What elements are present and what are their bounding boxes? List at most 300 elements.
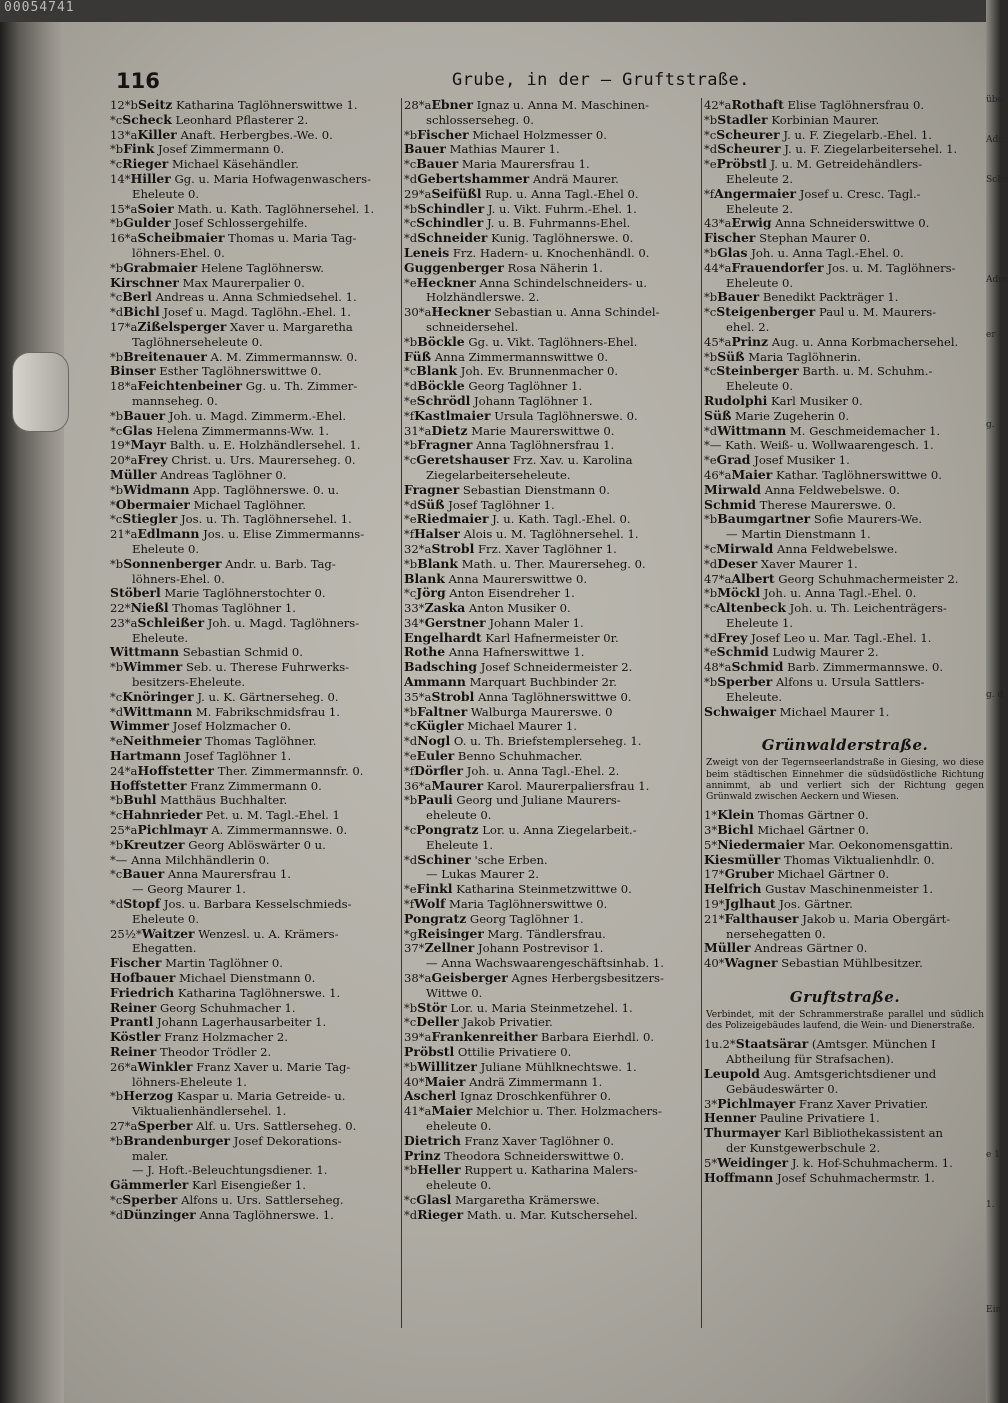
directory-entry	[404, 98, 700, 113]
directory-entry	[404, 793, 700, 808]
resident-details: Eheleute.	[726, 689, 783, 704]
resident-surname: Seifüßl	[431, 185, 482, 201]
section-gruenwald	[704, 733, 986, 971]
directory-entry	[704, 172, 986, 187]
resident-surname: Gerstner	[424, 614, 486, 630]
resident-surname: Willitzer	[417, 1058, 477, 1074]
directory-entry	[110, 1015, 397, 1030]
resident-details: Ursula Taglöhnerswe. 0.	[490, 408, 638, 423]
house-number: 5*	[704, 1155, 718, 1170]
resident-surname: Hiller	[130, 170, 171, 186]
directory-entry	[110, 912, 397, 927]
directory-entry	[110, 1075, 397, 1090]
house-number: *b	[404, 334, 418, 349]
house-number: *c	[404, 216, 417, 231]
resident-details: nersehegatten 0.	[726, 926, 826, 941]
resident-surname: Süß	[417, 496, 445, 512]
directory-entry	[404, 542, 700, 557]
directory-entry	[110, 468, 397, 483]
resident-details: Ehegatten.	[132, 941, 197, 956]
directory-entry	[110, 705, 397, 720]
resident-surname: Altenbeck	[716, 600, 786, 616]
directory-entry	[704, 1111, 986, 1126]
directory-entry	[404, 1104, 700, 1119]
resident-surname: Dörfler	[414, 762, 464, 778]
resident-details: Juliane Mühlknechtswe. 1.	[476, 1059, 637, 1074]
resident-details: Math. u. Kath. Taglöhnersehel. 1.	[173, 201, 375, 216]
directory-entry	[404, 1163, 700, 1178]
resident-details: Seb. u. Therese Fuhrwerks-	[182, 660, 350, 675]
directory-entry	[404, 394, 700, 409]
directory-entry	[404, 631, 700, 646]
house-number: *e	[404, 882, 417, 897]
resident-surname: Bichl	[123, 304, 160, 320]
resident-surname: Deller	[416, 1014, 459, 1030]
directory-entry	[704, 882, 986, 897]
house-number: 23*a	[110, 615, 138, 630]
resident-surname: Berl	[122, 289, 152, 305]
scan-top-strip	[0, 0, 1000, 22]
directory-entry	[404, 350, 700, 365]
directory-entry	[404, 557, 700, 572]
house-number: *c	[404, 157, 417, 172]
house-number: 43*a	[704, 216, 732, 231]
directory-entry	[404, 823, 700, 838]
house-number: *b	[404, 704, 418, 719]
gruft-entries	[704, 1037, 986, 1185]
resident-surname: Schindler	[417, 200, 485, 216]
directory-entry	[110, 941, 397, 956]
directory-entry	[704, 216, 986, 231]
directory-entry	[704, 142, 986, 157]
resident-surname: Fischer	[417, 126, 469, 142]
resident-surname: Schleißer	[137, 614, 205, 630]
resident-details: Franz Zimmermann 0.	[186, 778, 322, 793]
resident-surname: Rieger	[122, 156, 169, 172]
directory-entry	[704, 897, 986, 912]
resident-surname: Reiner	[110, 999, 157, 1015]
directory-entry	[404, 838, 700, 853]
directory-entry	[404, 290, 700, 305]
house-number: 40*	[404, 1074, 425, 1089]
resident-surname: Hartmann	[110, 748, 182, 764]
resident-details: Anna Taglöhnerswittwe 0.	[474, 689, 632, 704]
resident-details: Rup. u. Anna Tagl.-Ehel 0.	[481, 186, 639, 201]
resident-details: Franz Xaver Taglöhner 0.	[460, 1133, 615, 1148]
house-number: *b	[404, 201, 418, 216]
directory-entry	[110, 823, 397, 838]
resident-surname: Wimmer	[123, 659, 183, 675]
resident-details: Pet. u. M. Tagl.-Ehel. 1	[202, 808, 340, 823]
resident-details: Alois u. M. Taglöhnersehel. 1.	[459, 527, 639, 542]
directory-entry	[404, 379, 700, 394]
resident-surname: Steinberger	[716, 363, 799, 379]
resident-surname: Kiesmüller	[704, 851, 781, 867]
directory-entry	[704, 912, 986, 927]
directory-entry	[110, 335, 397, 350]
resident-details: Helena Zimmermanns-Ww. 1.	[152, 423, 330, 438]
resident-surname: Schiner	[417, 851, 471, 867]
resident-details: Sebastian Schmid 0.	[179, 645, 303, 660]
directory-entry	[110, 897, 397, 912]
margin-fragment: 1.	[986, 1200, 995, 1210]
directory-entry	[110, 971, 397, 986]
directory-entry	[404, 276, 700, 291]
resident-details: Gg. u. Maria Hofwagenwaschers-	[170, 171, 372, 186]
resident-details: ehel. 2.	[726, 319, 770, 334]
resident-details: Gg. u. Vikt. Taglöhners-Ehel.	[464, 334, 638, 349]
resident-surname: Ebner	[431, 97, 473, 112]
house-number: *c	[704, 364, 717, 379]
house-number: *e	[404, 749, 417, 764]
directory-entry	[404, 113, 700, 128]
house-number: *d	[404, 734, 418, 749]
house-number: *d	[704, 142, 718, 157]
resident-surname: Buhl	[123, 792, 157, 808]
house-number: *c	[704, 601, 717, 616]
directory-entry	[404, 1089, 700, 1104]
directory-entry	[110, 276, 397, 291]
resident-details: Anna Feldwebelswe. 0.	[761, 482, 900, 497]
resident-surname: Schmid	[731, 659, 784, 675]
directory-entry	[404, 1075, 700, 1090]
resident-details: Maria Maurersfrau 1.	[458, 157, 590, 172]
house-number: *b	[704, 112, 718, 127]
resident-details: Josef Holzmacher 0.	[169, 719, 292, 734]
resident-details: Katharina Steinmetzwittwe 0.	[452, 882, 632, 897]
house-number: 33*	[404, 601, 425, 616]
directory-entry	[404, 527, 700, 542]
house-number: 3*	[704, 1096, 718, 1111]
house-number: *g	[404, 926, 418, 941]
house-number: *c	[110, 689, 123, 704]
house-number: 44*a	[704, 260, 732, 275]
directory-entry	[110, 1178, 397, 1193]
house-number: *d	[404, 231, 418, 246]
directory-entry	[110, 557, 397, 572]
resident-details: Stephan Maurer 0.	[755, 231, 871, 246]
resident-surname: Faltner	[417, 703, 468, 719]
directory-entry	[110, 379, 397, 394]
house-number: *b	[110, 837, 124, 852]
directory-entry	[110, 512, 397, 527]
resident-surname: Geisberger	[431, 970, 508, 986]
house-number: *b	[704, 586, 718, 601]
resident-details: Josef Schuhmachermstr. 1.	[773, 1170, 935, 1185]
margin-fragment: g.	[986, 420, 995, 430]
resident-details: Eheleute 0.	[726, 379, 794, 394]
resident-surname: Scheurer	[716, 126, 780, 142]
resident-details: — Kath. Weiß- u. Wollwaarengesch. 1.	[709, 438, 934, 453]
resident-surname: Neithmeier	[122, 733, 202, 749]
column-3	[704, 98, 986, 1185]
resident-details: Sofie Maurers-We.	[810, 512, 923, 527]
directory-entry	[404, 912, 700, 927]
resident-surname: Pauli	[417, 792, 453, 808]
house-number: *e	[704, 157, 717, 172]
resident-surname: Strobl	[431, 688, 475, 704]
resident-surname: Herzog	[123, 1088, 174, 1104]
directory-entry	[404, 941, 700, 956]
right-edge-shadow	[986, 0, 1000, 1403]
house-number: *c	[110, 512, 123, 527]
directory-entry	[704, 335, 986, 350]
directory-entry	[110, 927, 397, 942]
resident-surname: Hoffstetter	[137, 762, 215, 778]
directory-entry	[704, 498, 986, 513]
resident-details: Ludwig Maurer 2.	[768, 645, 879, 660]
directory-entry	[110, 542, 397, 557]
directory-entry	[404, 675, 700, 690]
directory-entry	[404, 1015, 700, 1030]
resident-details: Jakob Privatier.	[458, 1015, 553, 1030]
resident-surname: Kastlmaier	[414, 407, 491, 423]
resident-details: Theodora Schneiderswittwe 0.	[440, 1148, 625, 1163]
resident-surname: Deser	[717, 555, 758, 571]
directory-entry	[404, 1134, 700, 1149]
resident-details: — Lukas Maurer 2.	[426, 867, 539, 882]
directory-entry	[404, 1149, 700, 1164]
directory-entry	[404, 1030, 700, 1045]
house-number: 24*a	[110, 763, 138, 778]
resident-surname: Sperber	[122, 1191, 178, 1207]
directory-entry	[404, 572, 700, 587]
house-number: *c	[110, 112, 123, 127]
house-number: *d	[704, 423, 718, 438]
house-number: *b	[110, 408, 124, 423]
resident-details: Walburga Maurerswe. 0	[467, 704, 613, 719]
resident-surname: Wolf	[414, 896, 446, 912]
resident-details: Balth. u. E. Holzhändlersehel. 1.	[166, 438, 361, 453]
house-number: 21*	[704, 911, 725, 926]
resident-details: Kaspar u. Maria Getreide- u.	[173, 1089, 346, 1104]
directory-entry	[110, 1163, 397, 1178]
resident-surname: Scheck	[122, 111, 172, 127]
resident-details: J. u. F. Ziegelarb.-Ehel. 1.	[779, 127, 932, 142]
directory-entry	[404, 335, 700, 350]
directory-entry	[110, 779, 397, 794]
resident-details: Paul u. M. Maurers-	[815, 305, 937, 320]
directory-entry	[404, 409, 700, 424]
house-number: 36*a	[404, 778, 432, 793]
directory-entry	[704, 231, 986, 246]
directory-entry	[404, 320, 700, 335]
house-number: *e	[704, 453, 717, 468]
resident-details: Georg Ablöswärter 0 u.	[184, 837, 326, 852]
directory-entry	[110, 808, 397, 823]
resident-details: Johann Taglöhner 1.	[470, 393, 593, 408]
house-number: 18*a	[110, 379, 138, 394]
house-number: 16*a	[110, 231, 138, 246]
resident-details: Josef Leo u. Mar. Tagl.-Ehel. 1.	[747, 630, 932, 645]
house-number: *f	[404, 527, 415, 542]
house-number: *c	[110, 808, 123, 823]
column-1	[110, 98, 397, 1223]
resident-details: Franz Xaver u. Marie Tag-	[192, 1059, 351, 1074]
directory-entry	[404, 601, 700, 616]
house-number: *b	[110, 216, 124, 231]
section-title-gruenwald: Grünwalderstraße.	[761, 736, 929, 755]
resident-surname: Schneider	[417, 230, 488, 246]
resident-details: Eheleute 2.	[726, 201, 794, 216]
directory-entry	[110, 202, 397, 217]
resident-details: Katharina Taglöhnerswe. 1.	[174, 985, 341, 1000]
resident-details: Xaver Maurer 1.	[757, 556, 858, 571]
directory-entry	[704, 586, 986, 601]
directory-entry	[704, 527, 986, 542]
resident-surname: Maier	[424, 1073, 466, 1089]
house-number: *c	[404, 1015, 417, 1030]
directory-entry	[110, 364, 397, 379]
directory-entry	[404, 231, 700, 246]
resident-details: Helene Taglöhnersw.	[197, 260, 324, 275]
resident-surname: Pröbstl	[404, 1044, 455, 1059]
resident-details: Georg Taglöhner 1.	[466, 911, 584, 926]
resident-details: schlosserseheg. 0.	[426, 112, 534, 127]
directory-entry	[404, 1178, 700, 1193]
directory-entry	[704, 705, 986, 720]
directory-entry	[404, 690, 700, 705]
directory-entry	[110, 483, 397, 498]
resident-details: O. u. Th. Briefstemplerseheg. 1.	[450, 734, 642, 749]
resident-details: Josef Taglöhner 1.	[444, 497, 555, 512]
resident-details: Josef Schneidermeister 2.	[477, 660, 633, 675]
house-number: 5*	[704, 837, 718, 852]
resident-details: Georg Taglöhner 1.	[464, 379, 583, 394]
resident-surname: Steigenberger	[716, 304, 816, 320]
resident-surname: Bauer	[416, 156, 459, 172]
house-number: *c	[404, 453, 417, 468]
resident-surname: Mayr	[130, 437, 167, 453]
resident-surname: Widmann	[123, 481, 190, 497]
house-number: 32*a	[404, 541, 432, 556]
directory-entry	[704, 98, 986, 113]
resident-surname: Blank	[417, 555, 459, 571]
resident-surname: Fragner	[417, 437, 473, 453]
directory-entry	[110, 128, 397, 143]
resident-details: Anna Hafnerswittwe 1.	[445, 645, 585, 660]
resident-details: Michael Taglöhner.	[189, 497, 306, 512]
resident-details: Andreas u. Anna Schmiedsehel. 1.	[151, 290, 357, 305]
house-number: *b	[704, 349, 718, 364]
resident-details: Alfons u. Ursula Sattlers-	[772, 675, 925, 690]
resident-details: Joh. u. Magd. Zimmerm.-Ehel.	[165, 408, 347, 423]
resident-details: Kunig. Taglöhnerswe. 0.	[487, 231, 634, 246]
resident-details: Eheleute 1.	[726, 615, 794, 630]
directory-entry	[404, 453, 700, 468]
house-number: *d	[404, 497, 418, 512]
resident-details: schneidersehel.	[426, 319, 519, 334]
house-number: *c	[110, 290, 123, 305]
resident-surname: Ascherl	[404, 1088, 457, 1104]
resident-details: Johann Maler 1.	[485, 615, 584, 630]
directory-entry	[110, 1060, 397, 1075]
resident-details: Sebastian Mühlbesitzer.	[777, 956, 923, 971]
resident-details: Christ. u. Urs. Maurerseheg. 0.	[167, 453, 356, 468]
column-2	[404, 98, 700, 1223]
resident-surname: Kreutzer	[123, 836, 185, 852]
resident-surname: Maier	[731, 466, 773, 482]
resident-details: Jos. u. Elise Zimmermanns-	[199, 527, 365, 542]
resident-details: Eheleute 0.	[726, 275, 794, 290]
resident-details: — Martin Dienstmann 1.	[726, 527, 871, 542]
resident-surname: Kirschner	[110, 274, 179, 290]
directory-entry	[110, 527, 397, 542]
directory-entry	[404, 498, 700, 513]
resident-details: Jos. u. Th. Taglöhnersehel. 1.	[177, 512, 352, 527]
house-number: 15*a	[110, 201, 138, 216]
house-number: *b	[110, 349, 124, 364]
house-number: *c	[404, 719, 417, 734]
resident-surname: Pongratz	[404, 910, 467, 926]
directory-entry	[704, 379, 986, 394]
resident-surname: Heller	[417, 1162, 461, 1178]
resident-details: Barb. Zimmermannswe. 0.	[783, 660, 944, 675]
resident-details: Gebäudeswärter 0.	[726, 1081, 839, 1096]
resident-surname: Süß	[717, 348, 745, 364]
directory-entry	[110, 645, 397, 660]
resident-details: Sebastian u. Anna Schindel-	[490, 305, 660, 320]
resident-surname: Rudolphi	[704, 392, 768, 408]
resident-details: maler.	[132, 1148, 169, 1163]
house-number: 25*a	[110, 823, 138, 838]
resident-details: Franz Holzmacher 2.	[160, 1030, 288, 1045]
directory-entry	[704, 542, 986, 557]
directory-entry	[404, 971, 700, 986]
resident-surname: Henner	[704, 1110, 757, 1126]
directory-entry	[404, 586, 700, 601]
resident-surname: Hofbauer	[110, 970, 176, 986]
resident-details: Max Maurerpalier 0.	[178, 275, 305, 290]
directory-entry	[704, 453, 986, 468]
directory-entry	[404, 438, 700, 453]
directory-entry	[110, 172, 397, 187]
resident-surname: Schmid	[704, 496, 756, 512]
house-number: *c	[110, 1192, 123, 1207]
directory-entry	[704, 483, 986, 498]
resident-surname: Ammann	[404, 674, 466, 690]
resident-details: Viktualienhändlersehel. 1.	[132, 1104, 287, 1119]
resident-details: Michael Dienstmann 0.	[175, 971, 316, 986]
resident-details: Barth. u. M. Schuhm.-	[798, 364, 933, 379]
directory-entry	[110, 986, 397, 1001]
page-number: 116	[116, 69, 160, 93]
directory-entry	[704, 1126, 986, 1141]
resident-details: J. u. K. Gärtnerseheg. 0.	[193, 689, 339, 704]
resident-details: Benno Schuhmacher.	[454, 749, 583, 764]
resident-details: Josef u. Cresc. Tagl.-	[796, 186, 921, 201]
house-number: 37*	[404, 941, 425, 956]
house-number: 46*a	[704, 467, 732, 482]
house-number: 27*a	[110, 1118, 138, 1133]
house-number: 22*	[110, 601, 131, 616]
house-number: *d	[404, 379, 418, 394]
house-number: *c	[404, 823, 417, 838]
house-number: *d	[110, 1207, 124, 1222]
resident-details: — Georg Maurer 1.	[132, 882, 246, 897]
directory-entry	[404, 1001, 700, 1016]
resident-surname: Rothaft	[731, 97, 784, 112]
resident-details: Josef Zimmermann 0.	[154, 142, 285, 157]
resident-details: Korbinian Maurer.	[767, 112, 880, 127]
resident-details: Ziegelarbeiterseheleute.	[426, 467, 571, 482]
resident-surname: Wittmann	[123, 703, 193, 719]
directory-entry	[704, 823, 986, 838]
resident-surname: Kügler	[416, 718, 464, 734]
house-number: *d	[404, 852, 418, 867]
directory-entry	[704, 438, 986, 453]
resident-details: Thomas Taglöhner 1.	[168, 601, 296, 616]
